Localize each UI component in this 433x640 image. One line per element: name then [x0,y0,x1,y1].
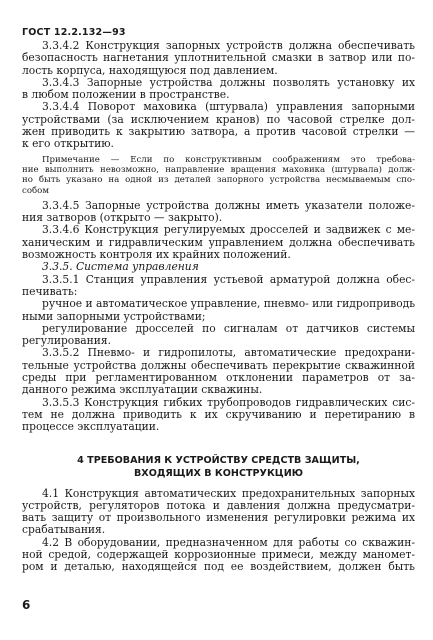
text-line: ханическим и гидравлическим управлением должна обеспечивать [22,236,415,249]
document-body [22,40,415,574]
text-line: безопасность нагнетания уплотнительной смазки в затвор или по- [22,52,415,65]
text-line: 3.3.4.5 Запорные устройства должны иметь указатели положе- [42,199,415,212]
text-line: ными запорными устройствами; [22,310,206,323]
note-line: ние выполнить невозможно, направление вращения маховика (штурвала) долж- [22,164,415,175]
text-line: данного режима эксплуатации скважины. [22,384,263,397]
subsection-title-3-3-5: 3.3.5. Система управления [42,261,199,274]
text-line: регулирования. [22,335,112,348]
section-title-line: 4 ТРЕБОВАНИЯ К УСТРОЙСТВУ СРЕДСТВ ЗАЩИТЫ, [77,454,360,466]
text-line: к его открытию. [22,138,114,151]
text-line: 3.3.4.6 Конструкция регулируемых дросселей и задвижек с ме- [42,224,415,237]
list-item [22,298,415,323]
text-line: ния затворов (открыто — закрыто). [22,212,223,225]
text-line: регулирование дросселей по сигналам от датчиков системы [42,322,415,335]
text-line: 3.3.5.1 Станция управления устьевой арматурой должна обес- [42,273,415,286]
text-line: устройств, регуляторов потока и давления должна предусматри- [22,499,415,512]
text-line: срабатывания. [22,524,106,537]
text-line: процессе эксплуатации. [22,421,160,434]
paragraph-3-3-4-2 [22,40,415,77]
text-line: возможность контроля их крайних положений. [22,249,291,262]
paragraph-3-3-5-2 [22,347,415,396]
standard-header: ГОСТ 12.2.132—93 [22,27,126,38]
note-line: Примечание — Если по конструктивным соображениям это требова- [42,154,415,165]
list-item [22,323,415,348]
text-line: жен приводить к закрытию затвора, а против часовой стрелки — [22,126,415,139]
section-title-line: ВХОДЯЩИХ В КОНСТРУКЦИЮ [133,467,303,479]
text-line: среды при регламентированном отклонении параметров от за- [22,372,415,385]
text-line: 3.3.4.2 Конструкция запорных устройств должна обеспечивать [42,40,415,52]
text-line: в любом положении в пространстве. [22,89,230,102]
paragraph-3-3-5-3 [22,397,415,434]
note [22,155,415,196]
text-line: ной средой, содержащей коррозионные примеси, между маномет- [22,548,415,561]
paragraph-3-3-4-3 [22,77,415,102]
text-line: ручное и автоматическое управление, пневмо- или гидроприводь [42,298,415,311]
text-line: 3.3.4.4 Поворот маховика (штурвала) управления запорными [42,101,415,114]
text-line: тем не должна приводить к их скручиванию и перетиранию в [22,408,415,421]
section-4-heading [22,454,415,480]
text-line: вать защиту от произвольного изменения регулировки режима их [22,512,415,525]
text-line: 3.3.5.3 Конструкция гибких трубопроводов гидравлических сис- [42,396,415,409]
text-line: 3.3.4.3 Запорные устройства должны позволять установку их [42,76,415,89]
paragraph-3-3-4-4 [22,101,415,150]
paragraph-3-3-4-5 [22,200,415,225]
text-line: 4.1 Конструкция автоматических предохранительных запорных [42,487,415,500]
text-line: 3.3.5.2 Пневмо- и гидропилоты, автоматические предохрани- [42,347,415,360]
page-number: 6 [22,598,31,612]
paragraph-3-3-5-1 [22,274,415,299]
text-line: устройствами (за исключением кранов) по часовой стрелке дол- [22,113,415,126]
note-line: собом [22,185,50,196]
paragraph-4-1 [22,488,415,537]
note-line: но быть указано на одной из деталей запорного устройства несмываемым спо- [22,175,415,186]
paragraph-3-3-4-6 [22,224,415,261]
text-line: лость корпуса, находящуюся под давлением. [22,64,278,77]
text-line: печивать: [22,285,78,298]
text-line: тельные устройства должны обеспечивать перекрытие скважинной [22,359,415,372]
text-line: ром и деталью, находящейся под ее воздействием, должен быть [22,561,415,574]
text-line: 4.2 В оборудовании, предназначенном для работы со скважин- [42,536,415,549]
paragraph-4-2 [22,537,415,574]
